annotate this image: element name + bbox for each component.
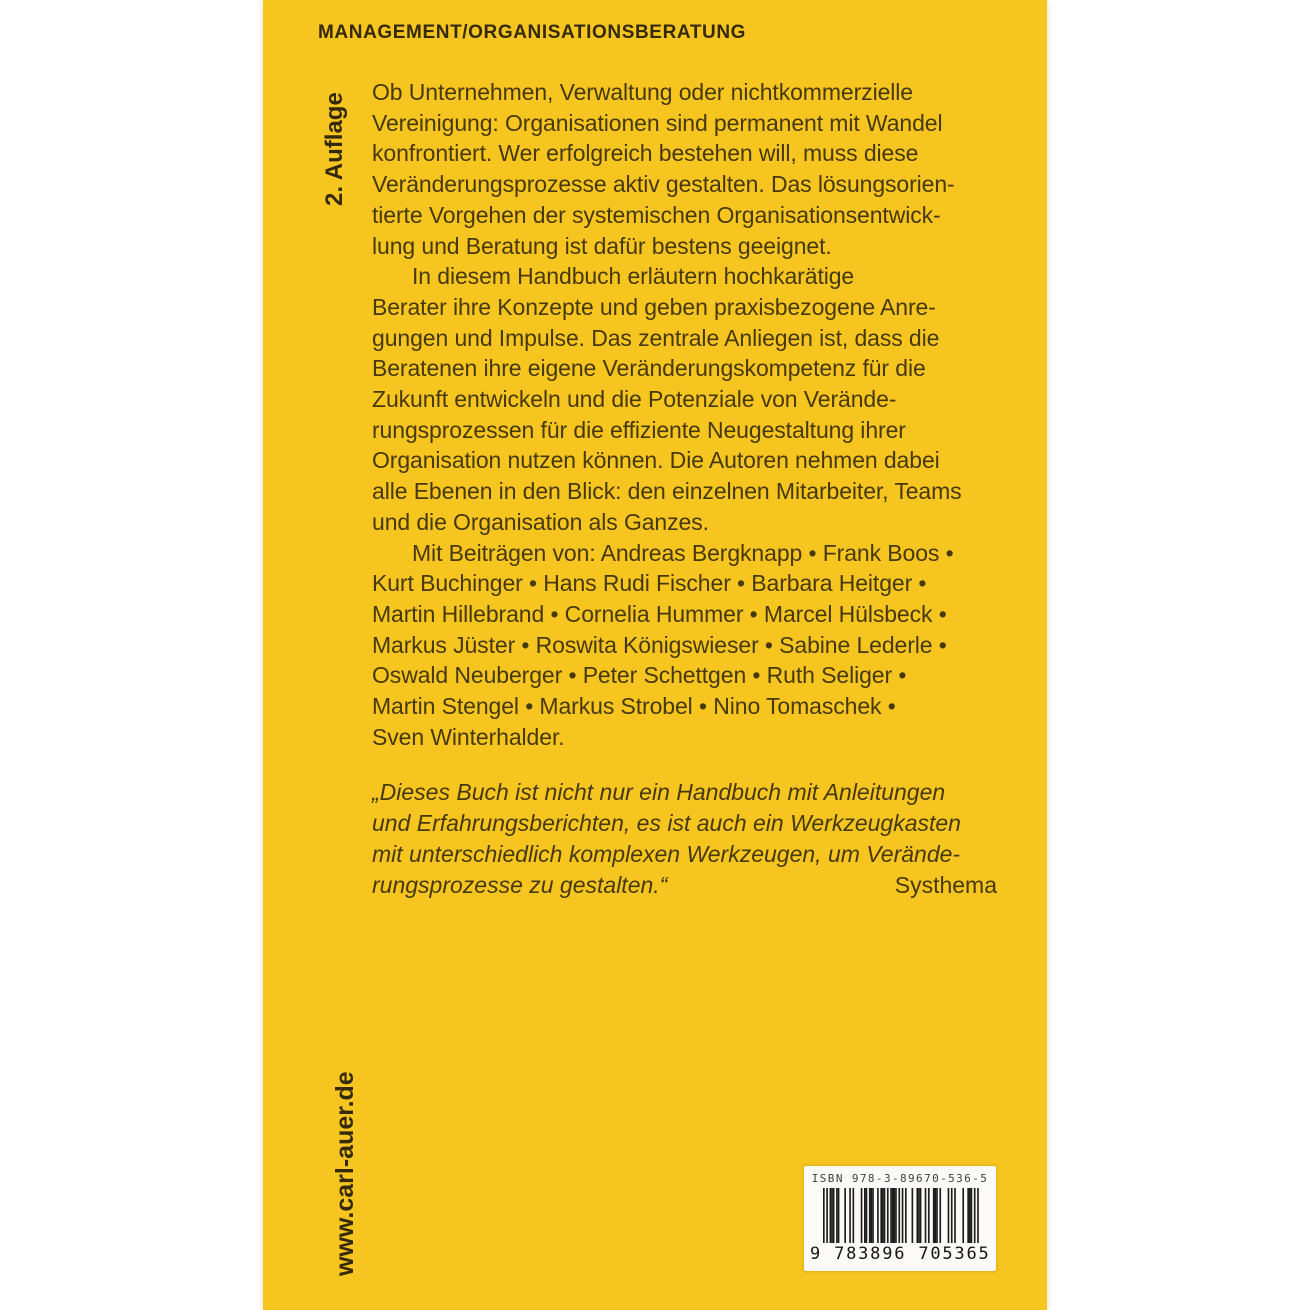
quote-attribution: Systhema bbox=[894, 872, 997, 898]
blurb-line: lung und Beratung ist dafür bestens geeignet. bbox=[372, 232, 832, 259]
blurb-line: Beratenen ihre eigene Veränderungskompetenz für die bbox=[372, 355, 926, 382]
blurb-line: Organisation nutzen können. Die Autoren nehmen dabei bbox=[372, 447, 940, 474]
blurb-line: tierte Vorgehen der systemischen Organisationsentwick- bbox=[372, 201, 941, 228]
blurb-line: In diesem Handbuch erläutern hochkarätige bbox=[412, 263, 855, 290]
edition-label: 2. Auflage bbox=[321, 92, 348, 206]
blurb-line: Veränderungsprozesse aktiv gestalten. Das lösungsorien- bbox=[372, 171, 955, 198]
barcode-bars bbox=[804, 1188, 996, 1243]
blurb-line: rungsprozessen für die effiziente Neugestaltung ihrer bbox=[372, 416, 906, 443]
blurb-line: Kurt Buchinger • Hans Rudi Fischer • Barbara Heitger • bbox=[372, 570, 927, 597]
quote-line bbox=[372, 870, 997, 901]
blurb-line: gungen und Impulse. Das zentrale Anliegen ist, dass die bbox=[372, 324, 940, 351]
website-url: www.carl-auer.de bbox=[331, 1071, 359, 1276]
blurb-line: Mit Beiträgen von: Andreas Bergknapp • Frank Boos • bbox=[412, 539, 954, 566]
book-cover bbox=[263, 0, 1047, 1310]
blurb-line: Martin Stengel • Markus Strobel • Nino Tomaschek • bbox=[372, 693, 896, 720]
blurb-line: alle Ebenen in den Blick: den einzelnen Mitarbeiter, Teams bbox=[372, 478, 962, 505]
isbn-label: ISBN 978-3-89670-536-5 bbox=[811, 1172, 989, 1185]
barcode-digits: 9 783896 705365 bbox=[810, 1244, 991, 1264]
blurb-line: Markus Jüster • Roswita Königswieser • Sabine Lederle • bbox=[372, 631, 947, 658]
quote-line-text: rungsprozesse zu gestalten.“ bbox=[372, 872, 668, 898]
review-quote bbox=[372, 777, 997, 901]
blurb-line: und die Organisation als Ganzes. bbox=[372, 508, 709, 535]
category-header: MANAGEMENT/ORGANISATIONSBERATUNG bbox=[318, 22, 747, 43]
blurb-line: Martin Hillebrand • Cornelia Hummer • Marcel Hülsbeck • bbox=[372, 600, 947, 627]
quote-line: und Erfahrungsberichten, es ist auch ein Werkzeugkasten bbox=[372, 810, 961, 836]
blurb-line: Vereinigung: Organisationen sind permanent mit Wandel bbox=[372, 109, 943, 136]
blurb-line: Berater ihre Konzepte und geben praxisbezogene Anre- bbox=[372, 293, 936, 320]
blurb-line: konfrontiert. Wer erfolgreich bestehen will, muss diese bbox=[372, 140, 919, 167]
blurb-line: Ob Unternehmen, Verwaltung oder nichtkommerzielle bbox=[372, 79, 913, 105]
blurb-line: Oswald Neuberger • Peter Schettgen • Ruth Seliger • bbox=[372, 662, 907, 689]
blurb-line: Sven Winterhalder. bbox=[372, 723, 565, 750]
quote-line: „Dieses Buch ist nicht nur ein Handbuch mit Anleitungen bbox=[372, 779, 946, 805]
blurb-text bbox=[372, 77, 962, 752]
blurb-line: Zukunft entwickeln und die Potenziale von Verände- bbox=[372, 386, 897, 413]
barcode bbox=[804, 1166, 996, 1271]
quote-line: mit unterschiedlich komplexen Werkzeugen, um Verände- bbox=[372, 841, 961, 867]
